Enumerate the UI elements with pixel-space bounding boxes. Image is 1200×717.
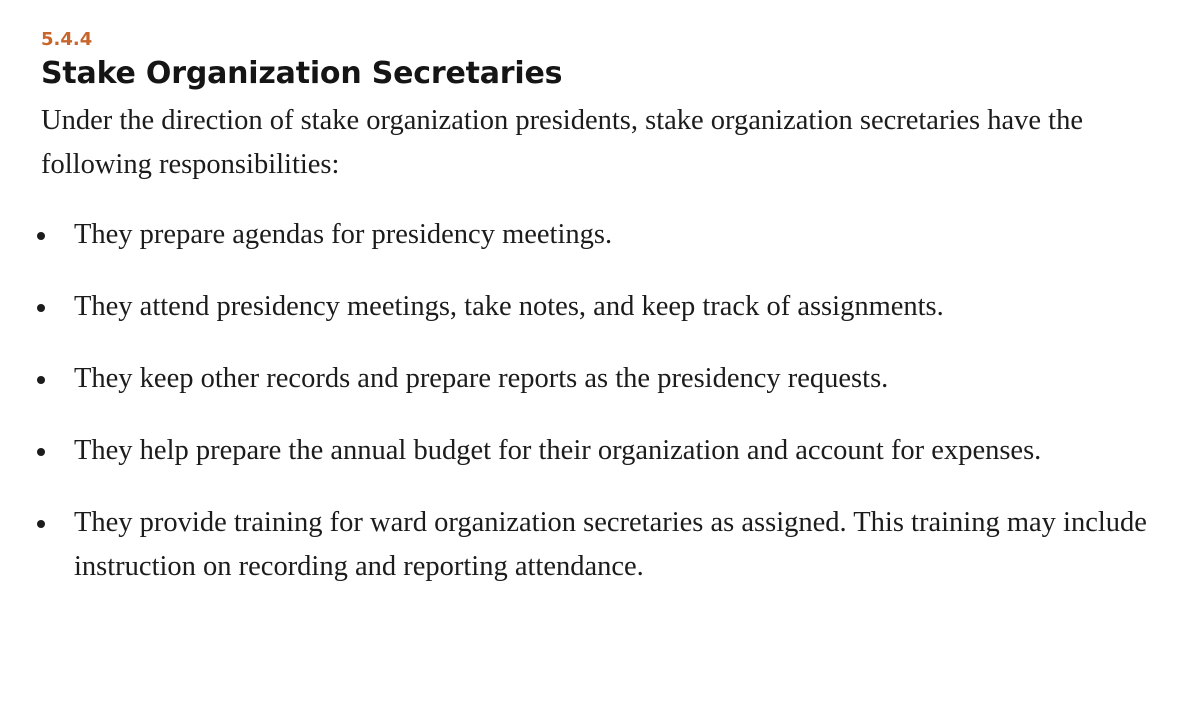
bullet-icon	[37, 232, 45, 240]
list-item-text: They provide training for ward organization secretaries as assigned. This training may include instruction on recording and reporting attendance.	[74, 507, 1147, 582]
bullet-icon	[37, 376, 45, 384]
list-item	[41, 285, 1176, 329]
list-item-text: They help prepare the annual budget for their organization and account for expenses.	[74, 435, 1042, 466]
responsibilities-list	[41, 213, 1176, 589]
intro-paragraph: Under the direction of stake organization presidents, stake organization secretaries have the following responsibilities:	[41, 105, 1083, 180]
list-item-text: They attend presidency meetings, take notes, and keep track of assignments.	[74, 291, 944, 322]
section-title: Stake Organization Secretaries	[41, 56, 563, 91]
list-item-text: They prepare agendas for presidency meetings.	[74, 219, 613, 250]
document-section	[41, 28, 1176, 617]
list-item-text: They keep other records and prepare reports as the presidency requests.	[74, 363, 889, 394]
bullet-icon	[37, 304, 45, 312]
list-item	[41, 501, 1176, 589]
list-item	[41, 429, 1176, 473]
bullet-icon	[37, 448, 45, 456]
section-number: 5.4.4	[41, 29, 93, 50]
list-item	[41, 213, 1176, 257]
bullet-icon	[37, 520, 45, 528]
list-item	[41, 357, 1176, 401]
